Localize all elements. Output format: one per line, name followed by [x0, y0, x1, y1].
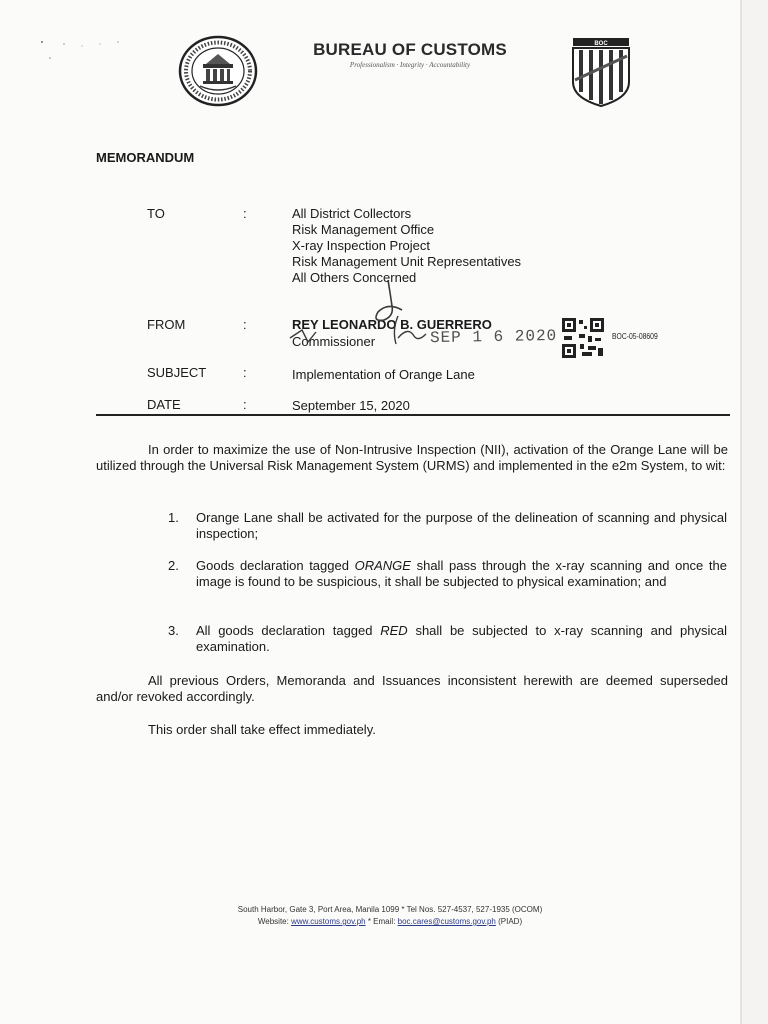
agency-tagline: Professionalism · Integrity · Accountability: [349, 61, 471, 69]
item-number: 2.: [168, 558, 179, 573]
recipient: All District Collectors: [292, 206, 412, 221]
agency-name: BUREAU OF CUSTOMS: [313, 40, 507, 59]
footer-line: South Harbor, Gate 3, Port Area, Manila 1099 * Tel Nos. 527-4537, 527-1935 (OCOM): [237, 905, 543, 914]
subject-colon: :: [243, 365, 247, 380]
footer-address: [160, 904, 620, 928]
intro-paragraph: In order to maximize the use of Non-Intrusive Inspection (NII), activation of the Orange Lane will be utilized through the Universal Risk Management System (URMS) and implemented in the e2m System, to wit:: [96, 442, 728, 473]
received-date-stamp: SEP 1 6 2020: [429, 326, 558, 348]
subject-label: SUBJECT: [147, 365, 207, 380]
sender-name: REY LEONARDO B. GUERRERO: [292, 317, 492, 332]
memo-title: MEMORANDUM: [96, 150, 195, 165]
to-label: TO: [147, 206, 165, 221]
date-label: DATE: [147, 397, 181, 412]
document-tracking-code: BOC-05-08609: [612, 332, 658, 341]
item-emphasis: ORANGE: [354, 558, 411, 573]
effectivity-paragraph: This order shall take effect immediately.: [148, 722, 376, 737]
email-label: * Email:: [365, 917, 398, 926]
recipient: Risk Management Office: [292, 222, 435, 237]
qr-code-icon: [562, 318, 604, 358]
list-item: [196, 558, 727, 590]
sender-title: Commissioner: [292, 334, 376, 349]
recipient: Risk Management Unit Representatives: [292, 254, 522, 269]
item-number: 1.: [168, 510, 179, 525]
date-value: September 15, 2020: [292, 398, 410, 413]
footer-contacts: [160, 916, 620, 928]
email-link[interactable]: boc.cares@customs.gov.ph: [397, 917, 496, 926]
svg-text:BOC: BOC: [594, 41, 608, 47]
page-edge: [740, 0, 742, 1024]
from-label: FROM: [147, 317, 186, 332]
list-item: [196, 510, 727, 542]
item-text: Goods declaration tagged: [196, 558, 355, 573]
from-colon: :: [243, 317, 247, 332]
subject-value: Implementation of Orange Lane: [292, 367, 475, 382]
website-link[interactable]: www.customs.gov.ph: [291, 917, 366, 926]
item-emphasis: RED: [380, 623, 408, 638]
item-number: 3.: [168, 623, 179, 638]
website-label: Website:: [257, 917, 292, 926]
to-colon: :: [243, 206, 247, 221]
recipient: All Others Concerned: [292, 270, 417, 285]
boc-shield-logo: [571, 36, 631, 108]
list-item: [196, 623, 727, 655]
superseded-paragraph: All previous Orders, Memoranda and Issuances inconsistent herewith are deemed superseded and/or revoked accordingly.: [96, 673, 728, 704]
email-suffix: (PIAD): [495, 917, 523, 926]
header-divider: [96, 414, 730, 416]
department-of-finance-seal: [176, 34, 260, 108]
date-colon: :: [243, 397, 247, 412]
item-text: shall pass through the x-ray scanning and once the image is found to be suspicious, it shall be subjected to physical examination; and: [196, 558, 728, 589]
item-text: shall be subjected to x-ray scanning and physical examination.: [196, 623, 727, 654]
item-text: Orange Lane shall be activated for the purpose of the delineation of scanning and physical inspection;: [196, 510, 727, 541]
recipient: X-ray Inspection Project: [292, 238, 431, 253]
handwritten-signature: [280, 272, 460, 362]
scan-specks: [30, 32, 130, 72]
item-text: All goods declaration tagged: [196, 623, 381, 638]
